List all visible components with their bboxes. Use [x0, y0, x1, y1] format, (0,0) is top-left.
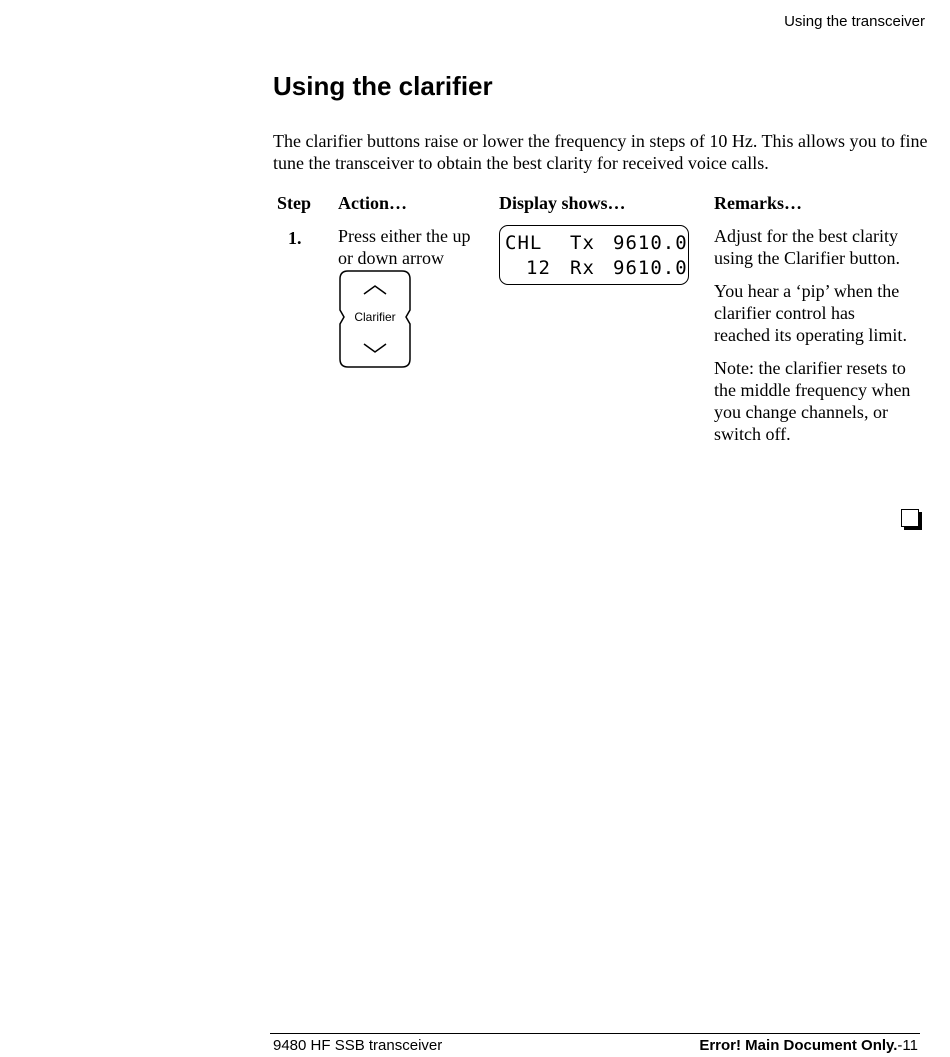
- lcd-channel-number: 12: [526, 257, 551, 279]
- lcd-tx-label: Tx: [570, 232, 595, 254]
- footer-divider: [270, 1033, 920, 1034]
- lcd-display: [499, 225, 689, 285]
- intro-paragraph: The clarifier buttons raise or lower the frequency in steps of 10 Hz. This allows you to fine tune the transceiver to obtain the best clarity for received voice calls.: [273, 131, 928, 173]
- end-of-section-box-icon: [901, 509, 919, 527]
- column-header-action: Action…: [338, 193, 407, 213]
- remarks-column: [714, 225, 914, 456]
- lcd-tx-frequency: 9610.0: [613, 232, 688, 254]
- footer-product: 9480 HF SSB transceiver: [273, 1037, 443, 1054]
- step-number: 1.: [288, 228, 302, 248]
- clarifier-label: Clarifier: [354, 310, 396, 324]
- clarifier-up-arrow-icon[interactable]: [360, 278, 390, 302]
- column-header-remarks: Remarks…: [714, 193, 802, 213]
- action-text: Press either the up or down arrow: [338, 226, 471, 268]
- clarifier-button-graphic: [336, 270, 414, 368]
- clarifier-down-arrow-icon[interactable]: [360, 336, 390, 360]
- column-header-display: Display shows…: [499, 193, 626, 213]
- footer-page-number: [699, 1037, 918, 1054]
- lcd-rx-frequency: 9610.0: [613, 257, 688, 279]
- footer-error-text: Error! Main Document Only.: [699, 1037, 898, 1054]
- column-header-step: Step: [277, 193, 312, 213]
- remark-paragraph: You hear a ‘pip’ when the clarifier control has reached its operating limit.: [714, 281, 907, 345]
- running-header: Using the transceiver: [784, 13, 925, 30]
- remark-paragraph: Note: the clarifier resets to the middle frequency when you change channels, or switch off.: [714, 358, 911, 444]
- lcd-rx-label: Rx: [570, 257, 595, 279]
- footer-page-suffix: -11: [897, 1037, 918, 1054]
- remark-paragraph: Adjust for the best clarity using the Clarifier button.: [714, 226, 900, 268]
- section-title: Using the clarifier: [273, 71, 493, 101]
- lcd-channel-label: CHL: [505, 232, 543, 254]
